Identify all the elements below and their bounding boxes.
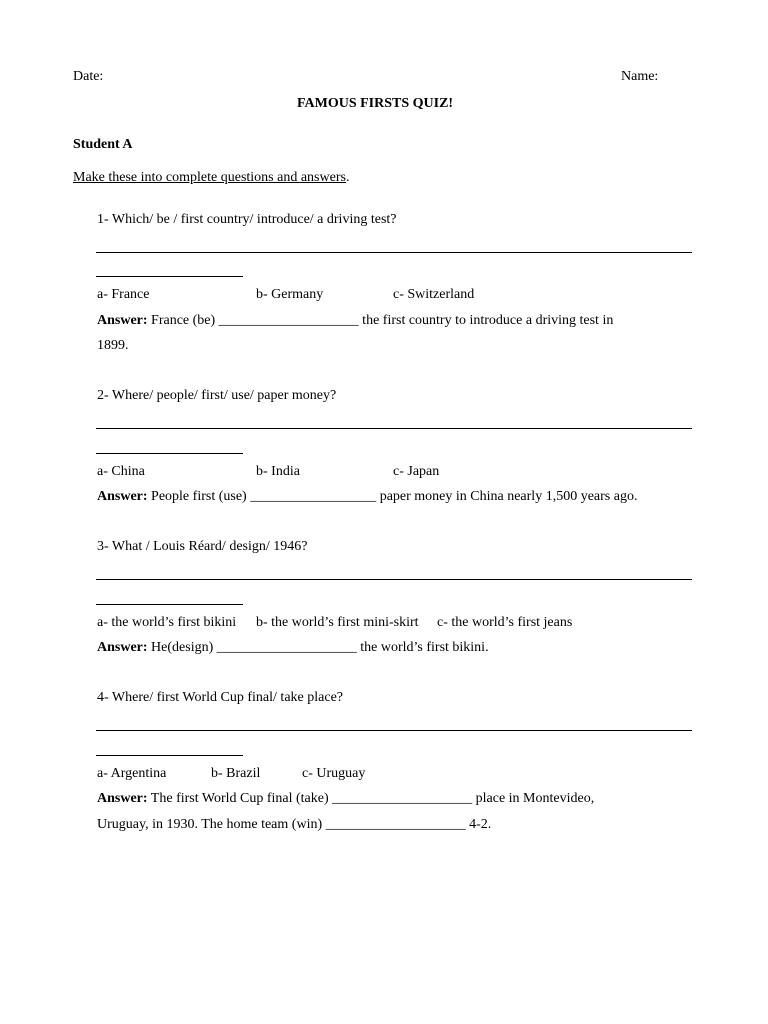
question-3-answer-line-short[interactable]	[96, 604, 243, 605]
answer-label: Answer:	[97, 313, 148, 328]
answer-text: He(design) ____________________ the world’s first bikini.	[151, 640, 489, 655]
question-1-answer-line[interactable]	[96, 252, 692, 253]
question-4-answer-line[interactable]	[96, 730, 692, 731]
question-3-option-c: c- the world’s first jeans	[437, 615, 573, 630]
question-2-option-a: a- China	[97, 464, 145, 479]
answer-text: People first (use) __________________ paper money in China nearly 1,500 years ago.	[151, 489, 638, 504]
question-2-answer	[97, 490, 637, 504]
name-label: Name:	[621, 69, 659, 84]
question-1-answer	[97, 314, 613, 328]
question-2-option-c: c- Japan	[393, 464, 440, 479]
question-2-option-b: b- India	[256, 464, 300, 479]
date-label: Date:	[73, 69, 104, 84]
student-label: Student A	[73, 137, 133, 152]
instruction-text: Make these into complete questions and answers	[73, 170, 346, 185]
instruction-period: .	[345, 170, 350, 185]
question-4-option-b: b- Brazil	[211, 766, 261, 781]
question-1-option-b: b- Germany	[256, 287, 324, 302]
question-4-answer-continued: Uruguay, in 1930. The home team (win) ____________________ 4-2.	[97, 817, 492, 832]
question-4-prompt: 4- Where/ first World Cup final/ take place?	[97, 690, 343, 705]
question-1-option-a: a- France	[97, 287, 150, 302]
question-4-option-c: c- Uruguay	[302, 766, 366, 781]
answer-label: Answer:	[97, 791, 148, 806]
question-1-answer-line-short[interactable]	[96, 276, 243, 277]
instruction	[73, 171, 349, 185]
question-1-option-c: c- Switzerland	[393, 287, 475, 302]
answer-text: France (be) ____________________ the first country to introduce a driving test in	[151, 313, 614, 328]
question-3-option-a: a- the world’s first bikini	[97, 615, 237, 630]
question-4-option-a: a- Argentina	[97, 766, 167, 781]
question-3-answer	[97, 641, 489, 655]
question-2-prompt: 2- Where/ people/ first/ use/ paper money?	[97, 388, 337, 403]
question-3-answer-line[interactable]	[96, 579, 692, 580]
question-3-prompt: 3- What / Louis Réard/ design/ 1946?	[97, 539, 308, 554]
question-4-answer	[97, 792, 594, 806]
answer-text: The first World Cup final (take) ____________________ place in Montevideo,	[150, 791, 595, 806]
question-1-answer-continued: 1899.	[97, 338, 129, 353]
answer-label: Answer:	[97, 489, 148, 504]
question-1-prompt: 1- Which/ be / first country/ introduce/ a driving test?	[97, 212, 397, 227]
question-4-answer-line-short[interactable]	[96, 755, 243, 756]
answer-label: Answer:	[97, 640, 148, 655]
question-3-option-b: b- the world’s first mini-skirt	[256, 615, 419, 630]
question-2-answer-line-short[interactable]	[96, 453, 243, 454]
page-title: FAMOUS FIRSTS QUIZ!	[297, 96, 454, 111]
question-2-answer-line[interactable]	[96, 428, 692, 429]
